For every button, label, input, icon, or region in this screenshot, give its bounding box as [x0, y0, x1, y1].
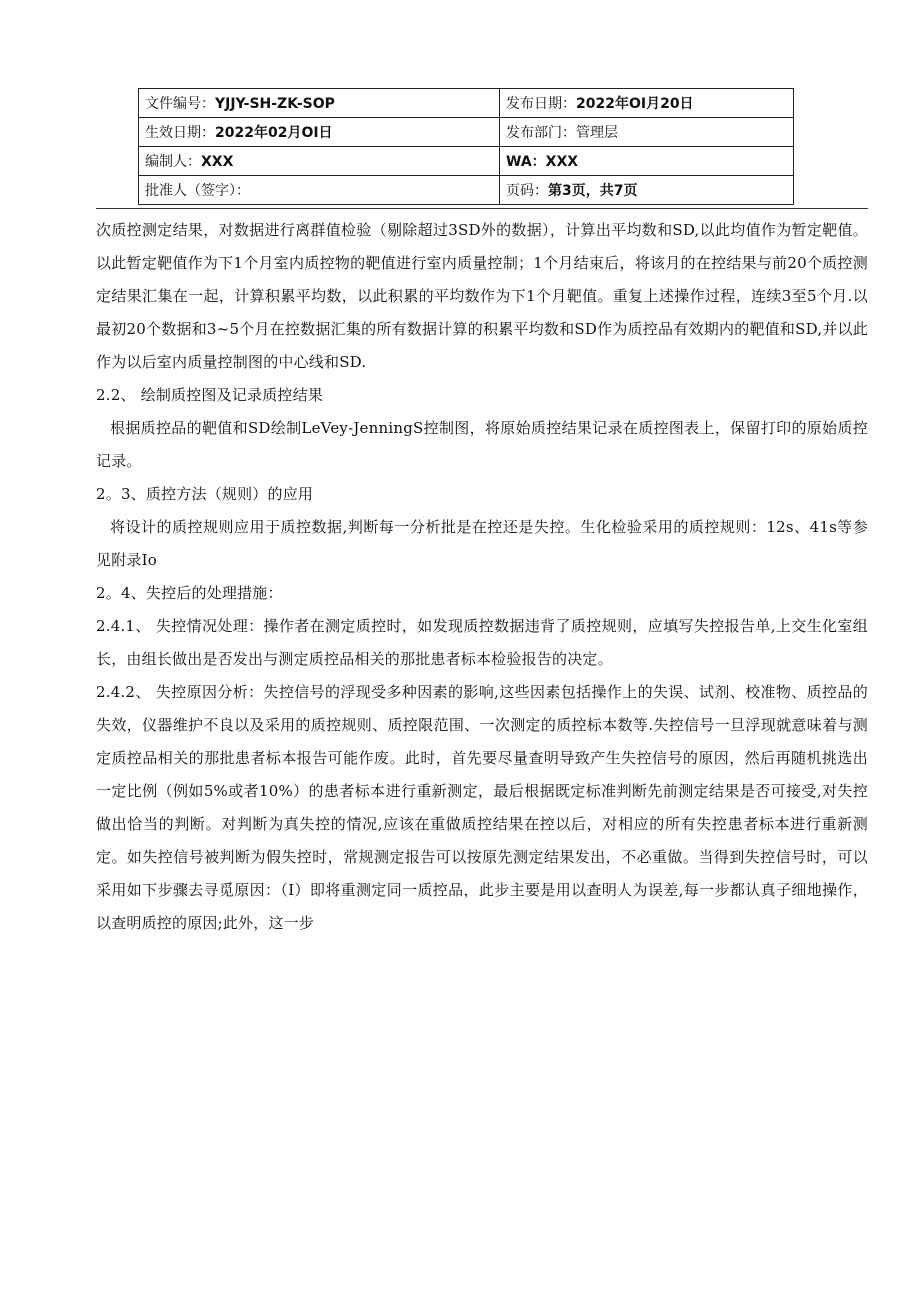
paragraph-target-value: 次质控测定结果，对数据进行离群值检验（剔除超过3SD外的数据），计算出平均数和SD,以此均值作为暂定靶值。以此暂定靶值作为下1个月室内质控物的靶值进行室内质量控制；1个月结束后，将该月的在控结果与前20个质控测定结果汇集在一起，计算积累平均数，以此积累的平均数作为下1个月靶值。重复上述操作过程，连续3至5个月.以最初20个数据和3~5个月在控数据汇集的所有数据计算的积累平均数和SD作为质控品有效期内的靶值和SD,并以此作为以后室内质量控制图的中心线和SD. [96, 221, 868, 371]
doc-number-cell [139, 89, 500, 118]
effective-date-label: 生效日期： [145, 125, 215, 141]
release-dept-label: 发布部门： [506, 125, 576, 141]
release-dept-value: 管理层 [576, 125, 618, 141]
release-dept-cell [500, 118, 794, 147]
document-body [96, 214, 868, 940]
heading-2-4: 2。4、失控后的处理措施： [96, 584, 283, 602]
header-row-3 [139, 147, 794, 176]
page-number-cell [500, 176, 794, 205]
header-row-4 [139, 176, 794, 205]
reviewer-label: WA： [506, 154, 546, 170]
paragraph-2-2: 根据质控品的靶值和SD绘制LeVey-JenningS控制图，将原始质控结果记录在质控图表上，保留打印的原始质控记录。 [96, 419, 868, 470]
effective-date-value: 2022年02月OI日 [215, 125, 333, 141]
author-label: 编制人： [145, 154, 201, 170]
doc-number-label: 文件编号： [145, 96, 215, 112]
author-value: XXX [201, 154, 234, 170]
paragraph-2-3: 将设计的质控规则应用于质控数据,判断每一分析批是在控还是失控。生化检验采用的质控规则：12s、41s等参见附录Io [96, 518, 868, 569]
effective-date-cell [139, 118, 500, 147]
approver-cell [139, 176, 500, 205]
heading-2-2: 2.2、 绘制质控图及记录质控结果 [96, 386, 324, 404]
paragraph-2-4-2: 2.4.2、 失控原因分析：失控信号的浮现受多种因素的影响,这些因素包括操作上的失误、试剂、校准物、质控品的失效，仪器维护不良以及采用的质控规则、质控限范围、一次测定的质控标本数等.失控信号一旦浮现就意味着与测定质控品相关的那批患者标本报告可能作废。此时，首先要尽量查明导致产生失控信号的原因，然后再随机挑选出一定比例（例如5%或者10%）的患者标本进行重新测定，最后根据既定标准判断先前测定结果是否可接受,对失控做出恰当的判断。对判断为真失控的情况,应该在重做质控结果在控以后，对相应的所有失控患者标本进行重新测定。如失控信号被判断为假失控时，常规测定报告可以按原先测定结果发出，不必重做。当得到失控信号时，可以采用如下步骤去寻觅原因：（I）即将重测定同一质控品，此步主要是用以查明人为误差,每一步都认真子细地操作，以查明质控的原因;此外，这一步 [96, 683, 868, 932]
approver-label: 批准人（签字）： [145, 183, 250, 199]
document-header-table [138, 88, 794, 205]
page-number-value: 第3页，共7页 [548, 183, 638, 199]
doc-number-value: YJJY-SH-ZK-SOP [215, 96, 335, 112]
paragraph-2-4-1: 2.4.1、 失控情况处理：操作者在测定质控时，如发现质控数据违背了质控规则，应填写失控报告单,上交生化室组长，由组长做出是否发出与测定质控品相关的那批患者标本检验报告的决定。 [96, 617, 868, 668]
author-cell [139, 147, 500, 176]
release-date-value: 2022年OI月20日 [576, 96, 694, 112]
release-date-cell [500, 89, 794, 118]
heading-2-3: 2。3、质控方法（规则）的应用 [96, 485, 314, 503]
header-row-1 [139, 89, 794, 118]
header-row-2 [139, 118, 794, 147]
page-number-label: 页码： [506, 183, 548, 199]
reviewer-value: XXX [545, 154, 579, 170]
reviewer-cell [500, 147, 794, 176]
header-divider [96, 208, 868, 209]
release-date-label: 发布日期： [506, 96, 576, 112]
